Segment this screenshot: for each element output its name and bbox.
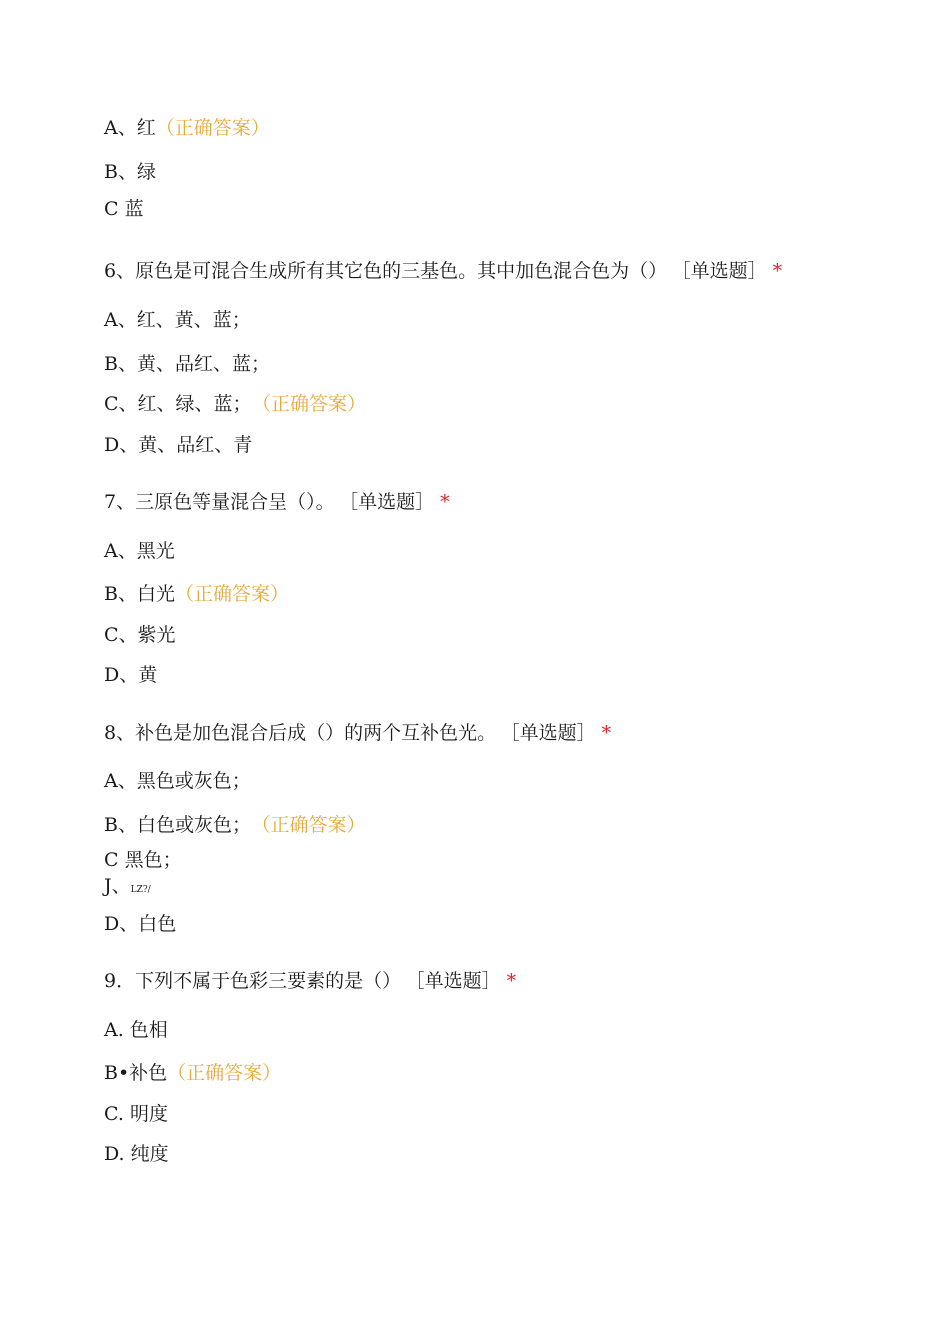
option-text: A、黑色或灰色；	[104, 770, 251, 792]
option-a-red	[104, 116, 270, 140]
garbled-text: LZ?/	[130, 885, 151, 895]
option-text: C. 明度	[104, 1103, 168, 1125]
question-type: ［单选题］	[510, 722, 596, 744]
correct-answer-tag: （正确答案）	[155, 117, 270, 139]
q6-option-c	[104, 392, 366, 416]
question-text: 7、三原色等量混合呈（）。	[104, 491, 335, 513]
option-c-blue	[104, 197, 144, 221]
option-text: J、	[104, 875, 131, 897]
required-mark: *	[601, 722, 612, 744]
q9-option-a	[104, 1018, 168, 1042]
option-text: A、红	[104, 117, 156, 139]
option-text: A、黑光	[104, 540, 175, 562]
option-text: B、白光	[104, 583, 175, 605]
required-mark: *	[772, 260, 783, 282]
question-type: ［单选题］	[348, 491, 435, 513]
option-text: C 黑色；	[104, 849, 182, 871]
correct-answer-tag: （正确答案）	[174, 583, 289, 605]
q8-option-a	[104, 769, 251, 793]
correct-answer-tag: （正确答案）	[260, 814, 366, 836]
question-type: ［单选题］	[415, 970, 501, 992]
question-7	[104, 490, 450, 514]
option-text: D. 纯度	[104, 1143, 169, 1165]
q9-option-d	[104, 1142, 169, 1166]
option-text: C 蓝	[104, 198, 144, 220]
option-text: B、黄、品红、蓝；	[104, 353, 270, 375]
option-text: C、紫光	[104, 624, 176, 646]
q6-option-a	[104, 308, 251, 332]
question-6	[104, 259, 782, 283]
q8-option-d	[104, 912, 176, 936]
option-text: A. 色相	[104, 1019, 168, 1041]
q9-option-c	[104, 1102, 168, 1126]
option-text: B、绿	[104, 161, 156, 183]
question-text: 9．下列不属于色彩三要素的是（）	[104, 970, 402, 992]
option-b-green	[104, 160, 156, 184]
question-text: 8、补色是加色混合后成（）的两个互补色光。	[104, 722, 497, 744]
q9-option-b	[104, 1061, 281, 1085]
option-text: B、白色或灰色；	[104, 814, 251, 836]
question-8	[104, 721, 611, 745]
q8-garbled-line	[104, 874, 151, 902]
option-text: C、红、绿、蓝；	[104, 393, 252, 415]
q6-option-b	[104, 352, 270, 376]
required-mark: *	[440, 491, 450, 513]
correct-answer-tag: （正确答案）	[261, 393, 367, 415]
question-9	[104, 969, 516, 993]
q8-option-c	[104, 848, 182, 872]
q8-option-b	[104, 813, 365, 837]
q6-option-d	[104, 433, 252, 457]
option-text: B•补色	[104, 1062, 168, 1084]
required-mark: *	[506, 970, 517, 992]
question-type: ［单选题］	[681, 260, 767, 282]
q7-option-d	[104, 663, 157, 687]
option-text: D、白色	[104, 913, 177, 935]
option-text: D、黄	[104, 664, 158, 686]
q7-option-c	[104, 623, 176, 647]
option-text: D、黄、品红、青	[104, 434, 253, 456]
question-text: 6、原色是可混合生成所有其它色的三基色。其中加色混合色为（）	[104, 260, 668, 282]
option-text: A、红、黄、蓝；	[104, 309, 251, 331]
q7-option-a	[104, 539, 175, 563]
correct-answer-tag: （正确答案）	[167, 1062, 282, 1084]
q7-option-b	[104, 582, 289, 606]
